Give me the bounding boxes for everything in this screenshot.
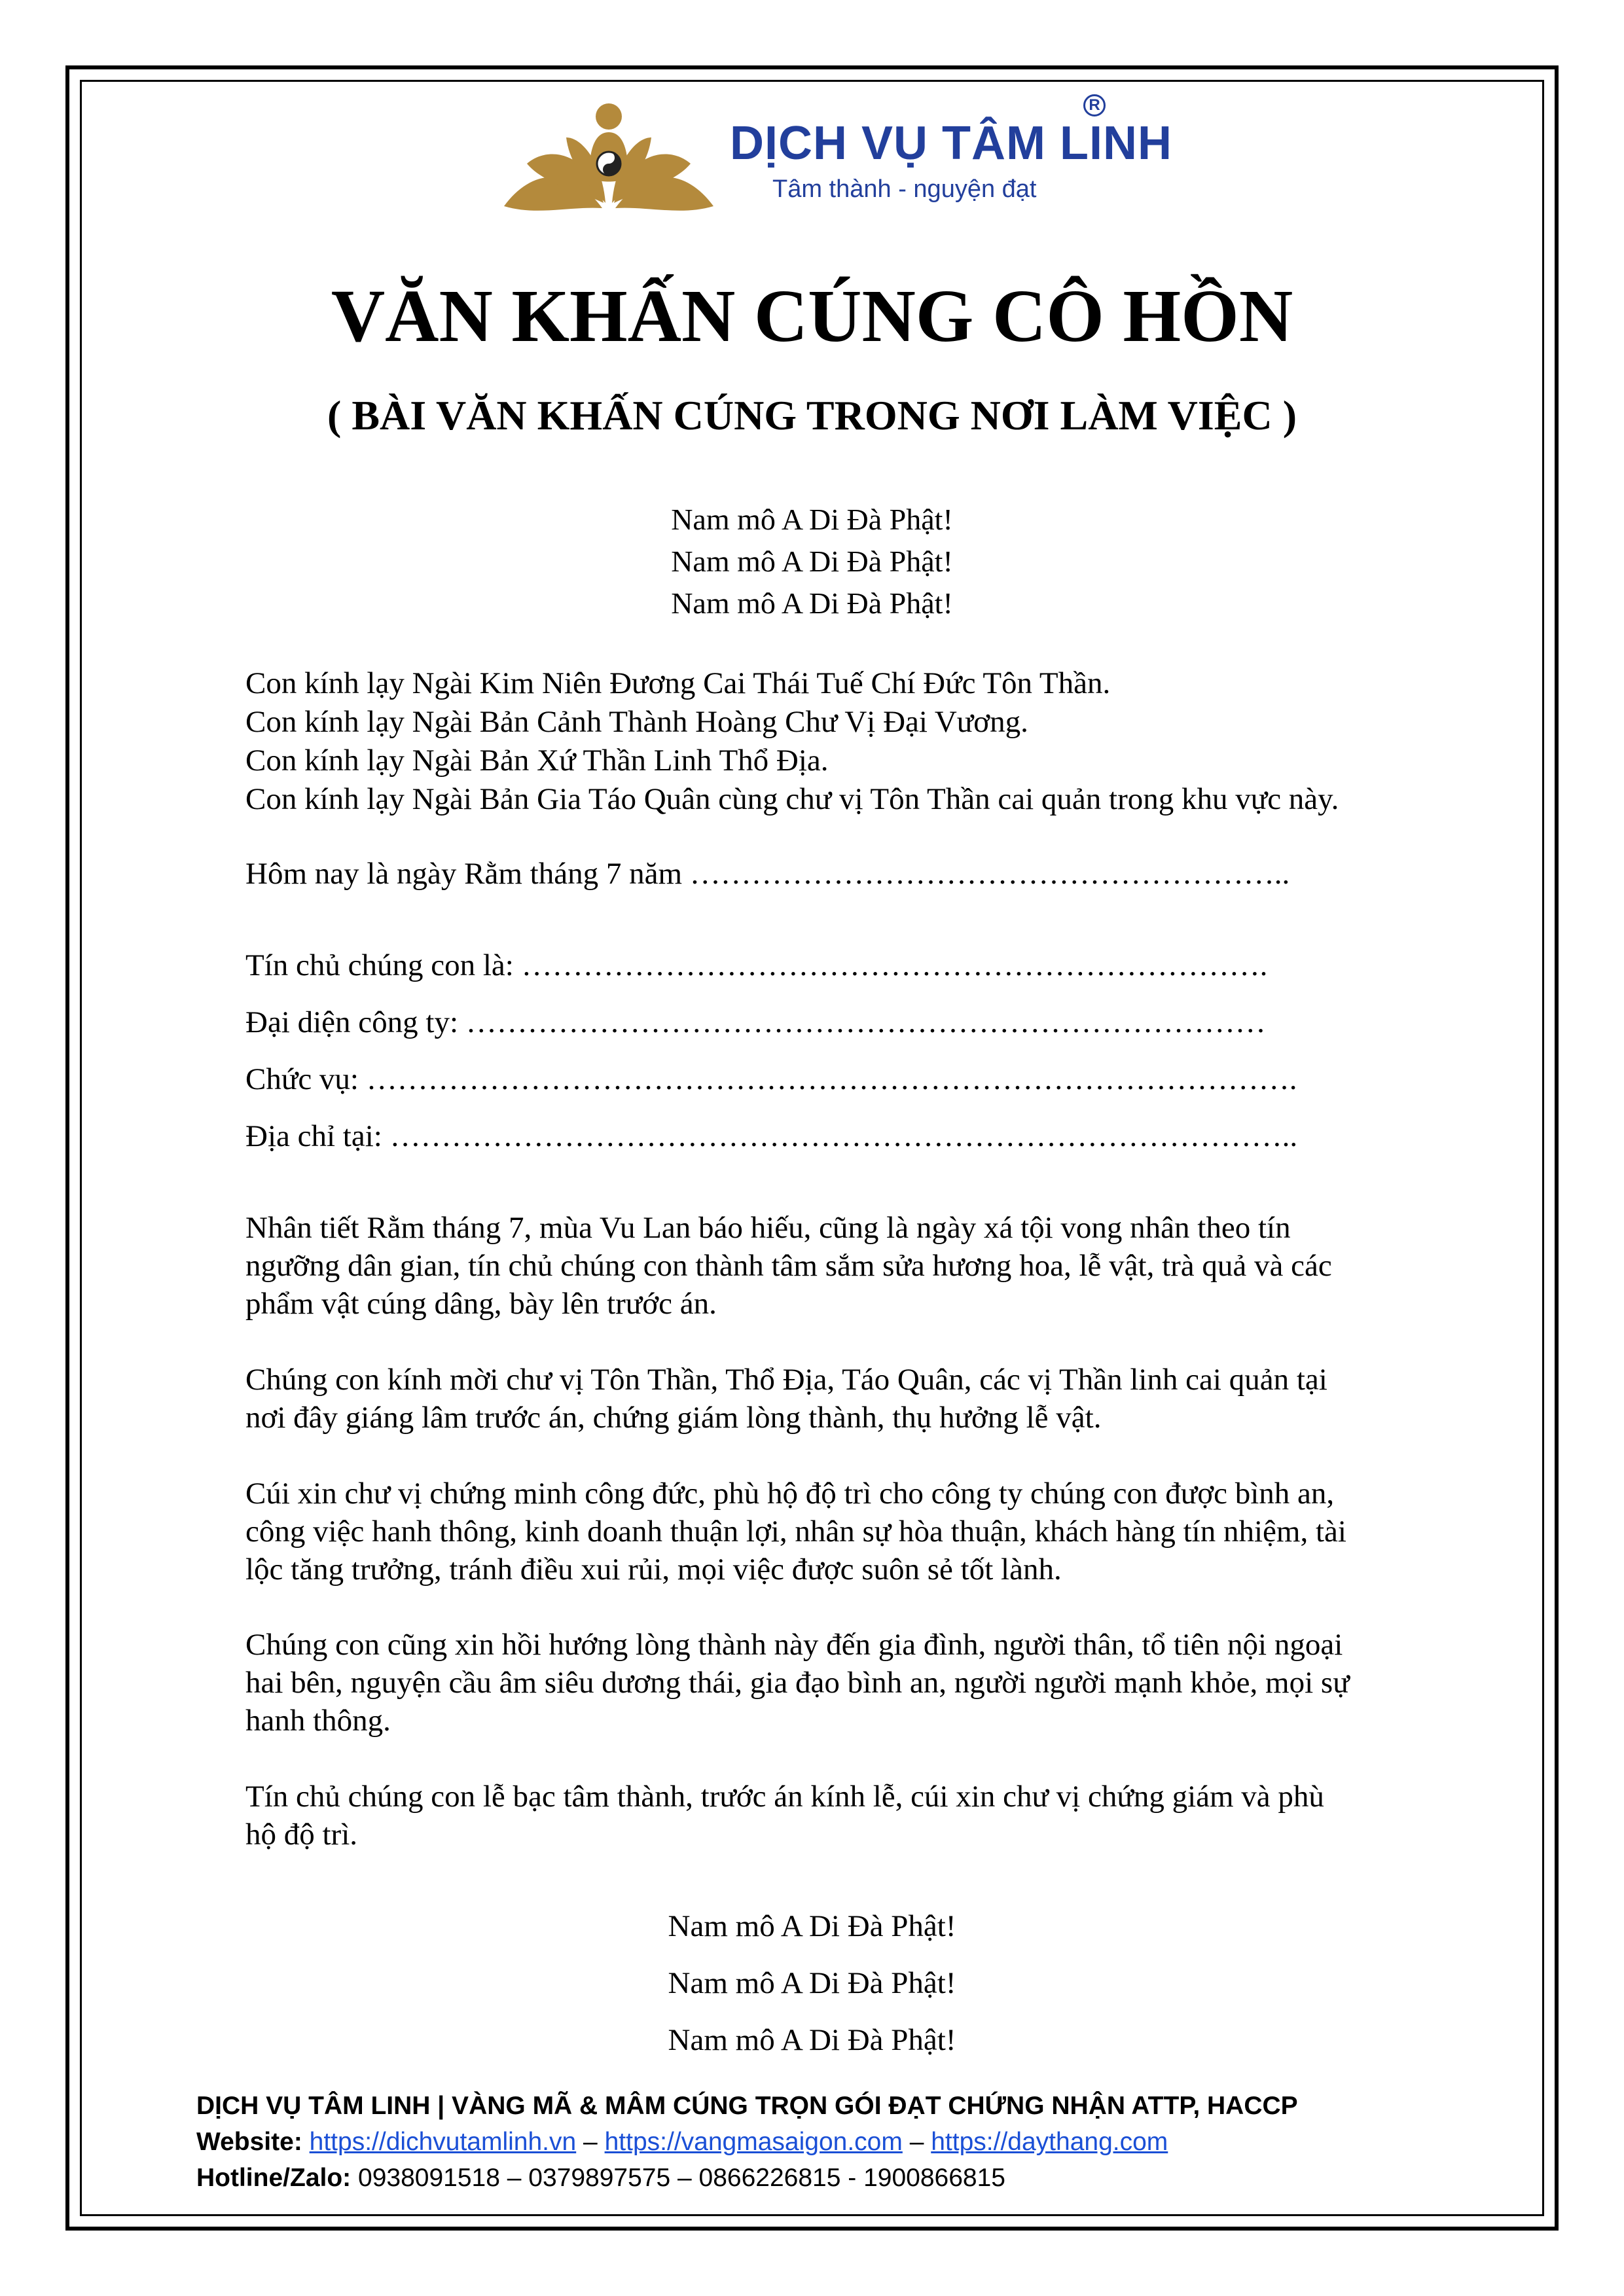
paragraph-line: Tín chủ chúng con lễ bạc tâm thành, trước án kính lễ, cúi xin chư vị chứng giám và phù — [245, 1780, 1324, 1814]
paragraph-line: lộc tăng trưởng, tránh điều xui rủi, mọi việc được suôn sẻ tốt lành. — [245, 1552, 1062, 1587]
logo-brand-text: DỊCH VỤ TÂM LINH — [730, 117, 1172, 170]
paragraph-invitation — [245, 1361, 1443, 1437]
invocations — [245, 664, 1443, 819]
paragraph-line: nơi đây giáng lâm trước án, chứng giám lòng thành, thụ hưởng lễ vật. — [245, 1401, 1102, 1435]
link-separator: – — [909, 2128, 924, 2156]
closing-prayer — [0, 1898, 1624, 2069]
date-line: Hôm nay là ngày Rằm tháng 7 năm ………………………………………………….. — [245, 857, 1290, 891]
paragraph-closing — [245, 1778, 1443, 1854]
paragraph-line: Chúng con kính mời chư vị Tôn Thần, Thổ Địa, Táo Quân, các vị Thần linh cai quản tại — [245, 1363, 1327, 1397]
paragraph-line: hai bên, nguyện cầu âm siêu dương thái, gia đạo bình an, người người mạnh khỏe, mọi sự — [245, 1666, 1350, 1700]
document-subtitle: ( BÀI VĂN KHẤN CÚNG TRONG NƠI LÀM VIỆC ) — [327, 392, 1297, 439]
paragraph-line: Nhân tiết Rằm tháng 7, mùa Vu Lan báo hiếu, cũng là ngày xá tội vong nhân theo tín — [245, 1211, 1291, 1245]
link-dichvutamlinh[interactable]: https://dichvutamlinh.vn — [309, 2128, 577, 2156]
logo-slogan: Tâm thành - nguyện đạt — [772, 175, 1037, 203]
lotus-meditation-icon — [497, 92, 720, 223]
field-company-representative: Đại diện công ty: …………………………………………………………………… — [245, 1005, 1266, 1039]
paragraph-line: hộ độ trì. — [245, 1818, 358, 1852]
hotline-numbers: 0938091518 – 0379897575 – 0866226815 - 1900866815 — [358, 2164, 1005, 2192]
prayer-line: Nam mô A Di Đà Phật! — [668, 2023, 956, 2057]
link-daythang[interactable]: https://daythang.com — [931, 2128, 1168, 2156]
footer-company-line: DỊCH VỤ TÂM LINH | VÀNG MÃ & MÂM CÚNG TRỌN GÓI ĐẠT CHỨNG NHẬN ATTP, HACCP — [196, 2092, 1298, 2120]
hotline-label: Hotline/Zalo: — [196, 2164, 352, 2192]
prayer-line: Nam mô A Di Đà Phật! — [671, 586, 953, 620]
prayer-line: Nam mô A Di Đà Phật! — [668, 1966, 956, 2000]
paragraph-line: Cúi xin chư vị chứng minh công đức, phù hộ độ trì cho công ty chúng con được bình an, — [245, 1477, 1335, 1511]
paragraph-line: hanh thông. — [245, 1704, 391, 1738]
brand-logo — [497, 92, 1172, 223]
field-position: Chức vụ: ………………………………………………………………………………. — [245, 1062, 1297, 1096]
opening-prayer — [0, 499, 1624, 624]
website-label: Website: — [196, 2128, 302, 2156]
prayer-line: Nam mô A Di Đà Phật! — [668, 1909, 956, 1943]
link-separator: – — [583, 2128, 598, 2156]
prayer-line: Nam mô A Di Đà Phật! — [671, 503, 953, 536]
document-title: VĂN KHẤN CÚNG CÔ HỒN — [331, 274, 1293, 357]
paragraph-offering — [245, 1209, 1443, 1323]
invocation-line: Con kính lạy Ngài Bản Cảnh Thành Hoàng Chư Vị Đại Vương. — [245, 705, 1028, 739]
invocation-line: Con kính lạy Ngài Bản Xứ Thần Linh Thổ Địa. — [245, 744, 829, 778]
paragraph-line: công việc hanh thông, kinh doanh thuận lợi, nhân sự hòa thuận, khách hàng tín nhiệm, tài — [245, 1515, 1346, 1549]
field-worshipper: Tín chủ chúng con là: ………………………………………………………………. — [245, 948, 1268, 982]
field-address: Địa chỉ tại: …………………………………………………………………………….. — [245, 1119, 1298, 1153]
registered-mark: R — [1083, 94, 1106, 117]
footer-hotline-row — [196, 2160, 1440, 2196]
paragraph-line: ngưỡng dân gian, tín chủ chúng con thành tâm sắm sửa hương hoa, lễ vật, trà quả và các — [245, 1249, 1332, 1283]
link-vangmasaigon[interactable]: https://vangmasaigon.com — [604, 2128, 903, 2156]
prayer-line: Nam mô A Di Đà Phật! — [671, 545, 953, 578]
fill-in-fields — [245, 946, 1443, 1174]
paragraph-dedication — [245, 1626, 1443, 1740]
footer-website-row — [196, 2124, 1440, 2160]
paragraph-blessing — [245, 1475, 1443, 1588]
paragraph-line: Chúng con cũng xin hồi hướng lòng thành này đến gia đình, người thân, tổ tiên nội ngoại — [245, 1628, 1343, 1662]
invocation-line: Con kính lạy Ngài Bản Gia Táo Quân cùng chư vị Tôn Thần cai quản trong khu vực này. — [245, 782, 1339, 816]
footer — [196, 2088, 1440, 2196]
invocation-line: Con kính lạy Ngài Kim Niên Đương Cai Thái Tuế Chí Đức Tôn Thần. — [245, 666, 1111, 700]
paragraph-line: phẩm vật cúng dâng, bày lên trước án. — [245, 1287, 717, 1321]
